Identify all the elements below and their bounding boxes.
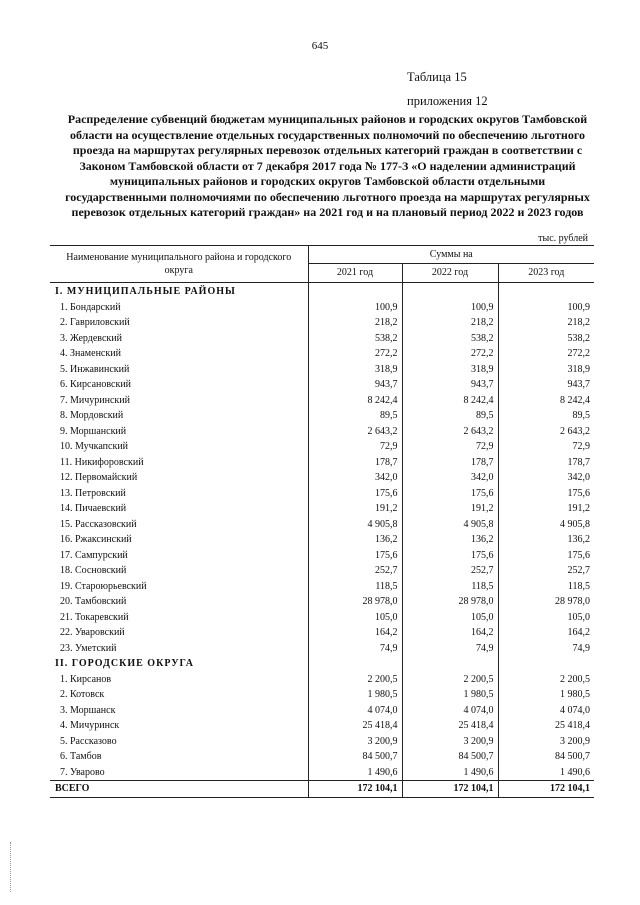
amount-cell: 25 418,4 — [498, 718, 594, 734]
district-name: 2. Гавриловский — [60, 317, 130, 328]
amount-cell: 28 978,0 — [498, 594, 594, 610]
district-name: 14. Пичаевский — [60, 503, 127, 514]
amount-cell: 4 074,0 — [498, 703, 594, 719]
district-name: 20. Тамбовский — [60, 596, 127, 607]
section-row — [50, 283, 594, 300]
amount-cell: 1 980,5 — [308, 687, 402, 703]
district-name: 2. Котовск — [60, 689, 105, 700]
amount-cell: 342,0 — [402, 470, 498, 486]
amount-cell: 1 490,6 — [308, 765, 402, 781]
district-name: 5. Рассказово — [60, 735, 117, 747]
amount-cell: 25 418,4 — [308, 718, 402, 734]
amount-cell: 318,9 — [308, 362, 402, 378]
amount-cell: 164,2 — [498, 625, 594, 641]
amount-cell: 105,0 — [402, 610, 498, 626]
amount-cell: 2 200,5 — [308, 672, 402, 688]
total-amount: 172 104,1 — [402, 781, 498, 798]
amount-cell: 175,6 — [498, 548, 594, 564]
district-name: 6. Кирсановский — [60, 379, 132, 390]
district-name: 1. Бондарский — [60, 301, 121, 313]
amount-cell: 1 980,5 — [498, 687, 594, 703]
table-row — [50, 315, 594, 331]
amount-cell: 2 643,2 — [308, 424, 402, 440]
amount-cell: 74,9 — [402, 641, 498, 657]
total-label: ВСЕГО — [50, 781, 308, 798]
amount-cell: 164,2 — [308, 625, 402, 641]
amount-cell: 218,2 — [308, 315, 402, 331]
amount-cell: 272,2 — [498, 346, 594, 362]
amount-cell: 191,2 — [402, 501, 498, 517]
section-title: I. МУНИЦИПАЛЬНЫЕ РАЙОНЫ — [55, 286, 236, 297]
amount-cell: 2 200,5 — [402, 672, 498, 688]
amount-cell: 89,5 — [308, 408, 402, 424]
district-name: 13. Петровский — [60, 487, 126, 499]
table-row — [50, 455, 594, 471]
table-row — [50, 517, 594, 533]
amount-cell: 538,2 — [308, 331, 402, 347]
district-name: 1. Кирсанов — [60, 673, 112, 685]
year-header-2023: 2023 год — [498, 263, 594, 282]
amount-cell: 105,0 — [498, 610, 594, 626]
amount-cell: 100,9 — [498, 300, 594, 316]
amount-cell: 4 905,8 — [402, 517, 498, 533]
amount-cell: 118,5 — [402, 579, 498, 595]
table-row — [50, 470, 594, 486]
table-row — [50, 718, 594, 734]
amount-cell: 175,6 — [308, 548, 402, 564]
amount-cell: 943,7 — [308, 377, 402, 393]
total-row — [50, 781, 594, 798]
amount-cell: 175,6 — [498, 486, 594, 502]
amount-cell: 272,2 — [308, 346, 402, 362]
amount-cell: 252,7 — [308, 563, 402, 579]
amount-cell: 1 490,6 — [402, 765, 498, 781]
district-name: 6. Тамбов — [60, 751, 102, 762]
amount-cell: 89,5 — [498, 408, 594, 424]
amount-cell: 105,0 — [308, 610, 402, 626]
amount-cell: 3 200,9 — [498, 734, 594, 750]
amount-cell: 218,2 — [498, 315, 594, 331]
table-row — [50, 765, 594, 781]
amount-cell: 178,7 — [498, 455, 594, 471]
table-row — [50, 501, 594, 517]
table-row — [50, 486, 594, 502]
amount-cell: 8 242,4 — [402, 393, 498, 409]
amount-cell: 4 074,0 — [308, 703, 402, 719]
table-row — [50, 672, 594, 688]
table-body — [50, 283, 594, 798]
amount-cell: 2 643,2 — [498, 424, 594, 440]
district-name: 8. Мордовский — [60, 410, 124, 421]
amount-cell: 191,2 — [308, 501, 402, 517]
amount-cell: 3 200,9 — [308, 734, 402, 750]
table-row — [50, 393, 594, 409]
amount-cell: 218,2 — [402, 315, 498, 331]
amount-cell: 4 074,0 — [402, 703, 498, 719]
amount-cell: 74,9 — [498, 641, 594, 657]
amount-cell: 8 242,4 — [498, 393, 594, 409]
district-name: 21. Токаревский — [60, 611, 129, 623]
amount-cell: 4 905,8 — [498, 517, 594, 533]
amount-cell: 118,5 — [308, 579, 402, 595]
table-row — [50, 594, 594, 610]
amount-cell: 2 643,2 — [402, 424, 498, 440]
total-amount: 172 104,1 — [308, 781, 402, 798]
district-name: 7. Мичуринский — [60, 394, 130, 406]
table-row — [50, 439, 594, 455]
table-row — [50, 563, 594, 579]
amount-cell: 136,2 — [308, 532, 402, 548]
table-row — [50, 703, 594, 719]
amount-cell: 538,2 — [498, 331, 594, 347]
total-amount: 172 104,1 — [498, 781, 594, 798]
table-row — [50, 424, 594, 440]
district-name: 15. Рассказовский — [60, 518, 137, 530]
amount-cell: 318,9 — [498, 362, 594, 378]
amount-cell: 318,9 — [402, 362, 498, 378]
amount-cell: 943,7 — [402, 377, 498, 393]
table-row — [50, 331, 594, 347]
year-header-2022: 2022 год — [402, 263, 498, 282]
district-name: 23. Уметский — [60, 642, 117, 654]
amount-cell: 1 490,6 — [498, 765, 594, 781]
district-name: 16. Ржаксинский — [60, 534, 132, 545]
table-row — [50, 362, 594, 378]
amount-cell: 72,9 — [402, 439, 498, 455]
table-row — [50, 300, 594, 316]
amount-cell: 84 500,7 — [402, 749, 498, 765]
section-title: II. ГОРОДСКИЕ ОКРУГА — [55, 658, 195, 669]
district-name: 3. Моршанск — [60, 704, 116, 716]
amount-cell: 72,9 — [498, 439, 594, 455]
amount-cell: 191,2 — [498, 501, 594, 517]
page-number: 645 — [311, 40, 329, 52]
table-header — [50, 246, 594, 283]
empty-cell — [498, 283, 594, 300]
amount-cell: 252,7 — [498, 563, 594, 579]
amount-cell: 72,9 — [308, 439, 402, 455]
amount-cell: 8 242,4 — [308, 393, 402, 409]
table-row — [50, 532, 594, 548]
amount-cell: 28 978,0 — [402, 594, 498, 610]
amount-cell: 252,7 — [402, 563, 498, 579]
amount-cell: 175,6 — [308, 486, 402, 502]
district-name: 4. Знаменский — [60, 348, 121, 359]
amount-cell: 943,7 — [498, 377, 594, 393]
district-name: 17. Сампурский — [60, 549, 128, 561]
district-name: 7. Уварово — [60, 766, 105, 778]
district-name: 10. Мучкапский — [60, 441, 129, 452]
table-row — [50, 408, 594, 424]
empty-cell — [498, 656, 594, 672]
amount-cell: 74,9 — [308, 641, 402, 657]
district-name: 19. Староюрьевский — [60, 580, 147, 592]
district-name: 3. Жердевский — [60, 332, 122, 344]
budget-table — [50, 245, 594, 798]
district-name: 9. Моршанский — [60, 425, 127, 437]
units-label: тыс. рублей — [538, 233, 588, 244]
amount-cell: 136,2 — [402, 532, 498, 548]
district-name: 22. Уваровский — [60, 627, 125, 638]
amount-cell: 175,6 — [402, 486, 498, 502]
empty-cell — [402, 656, 498, 672]
amount-cell: 2 200,5 — [498, 672, 594, 688]
table-row — [50, 749, 594, 765]
district-name: 4. Мичуринск — [60, 720, 120, 731]
table-row — [50, 687, 594, 703]
table-row — [50, 734, 594, 750]
year-header-2021: 2021 год — [308, 263, 402, 282]
amount-cell: 84 500,7 — [308, 749, 402, 765]
section-row — [50, 656, 594, 672]
amount-cell: 84 500,7 — [498, 749, 594, 765]
amount-cell: 272,2 — [402, 346, 498, 362]
document-title: Распределение субвенций бюджетам муниципальных районов и городских округов Тамбовской области на осуществление отдельных государственных полномочий по обеспечению льготного проезда на маршрутах регулярных перевозок отдельных категорий граждан в соответствии с Законом Тамбовской области от 7 декабря 2017 года № 177-З «О наделении администраций муниципальных районов и городских округов Тамбовской области отдельными государственными полномочиями по обеспечению льготного проезда на маршрутах регулярных перевозок отдельных категорий граждан» на 2021 год и на плановый период 2022 и 2023 годов — [65, 112, 590, 219]
name-column-header: Наименование муниципального района и городского округа — [50, 246, 308, 283]
amount-cell: 100,9 — [308, 300, 402, 316]
district-name: 11. Никифоровский — [60, 456, 144, 468]
amount-cell: 100,9 — [402, 300, 498, 316]
table-label: Таблица 15 — [407, 70, 467, 84]
amount-cell: 1 980,5 — [402, 687, 498, 703]
table-row — [50, 641, 594, 657]
amount-cell: 89,5 — [402, 408, 498, 424]
amount-cell: 4 905,8 — [308, 517, 402, 533]
district-name: 12. Первомайский — [60, 472, 138, 483]
amount-cell: 136,2 — [498, 532, 594, 548]
table-row — [50, 377, 594, 393]
amount-cell: 25 418,4 — [402, 718, 498, 734]
amount-cell: 164,2 — [402, 625, 498, 641]
table-row — [50, 548, 594, 564]
table-row — [50, 579, 594, 595]
district-name: 18. Сосновский — [60, 565, 127, 576]
empty-cell — [308, 656, 402, 672]
amount-cell: 342,0 — [308, 470, 402, 486]
amount-cell: 342,0 — [498, 470, 594, 486]
table-row — [50, 610, 594, 626]
amount-cell: 538,2 — [402, 331, 498, 347]
margin-dots — [10, 842, 13, 892]
amount-cell: 178,7 — [402, 455, 498, 471]
empty-cell — [308, 283, 402, 300]
amount-cell: 3 200,9 — [402, 734, 498, 750]
table-row — [50, 346, 594, 362]
sums-column-header: Суммы на — [308, 246, 594, 264]
amount-cell: 175,6 — [402, 548, 498, 564]
amount-cell: 178,7 — [308, 455, 402, 471]
district-name: 5. Инжавинский — [60, 363, 130, 375]
empty-cell — [402, 283, 498, 300]
amount-cell: 28 978,0 — [308, 594, 402, 610]
appendix-label: приложения 12 — [407, 94, 488, 108]
amount-cell: 118,5 — [498, 579, 594, 595]
table-row — [50, 625, 594, 641]
